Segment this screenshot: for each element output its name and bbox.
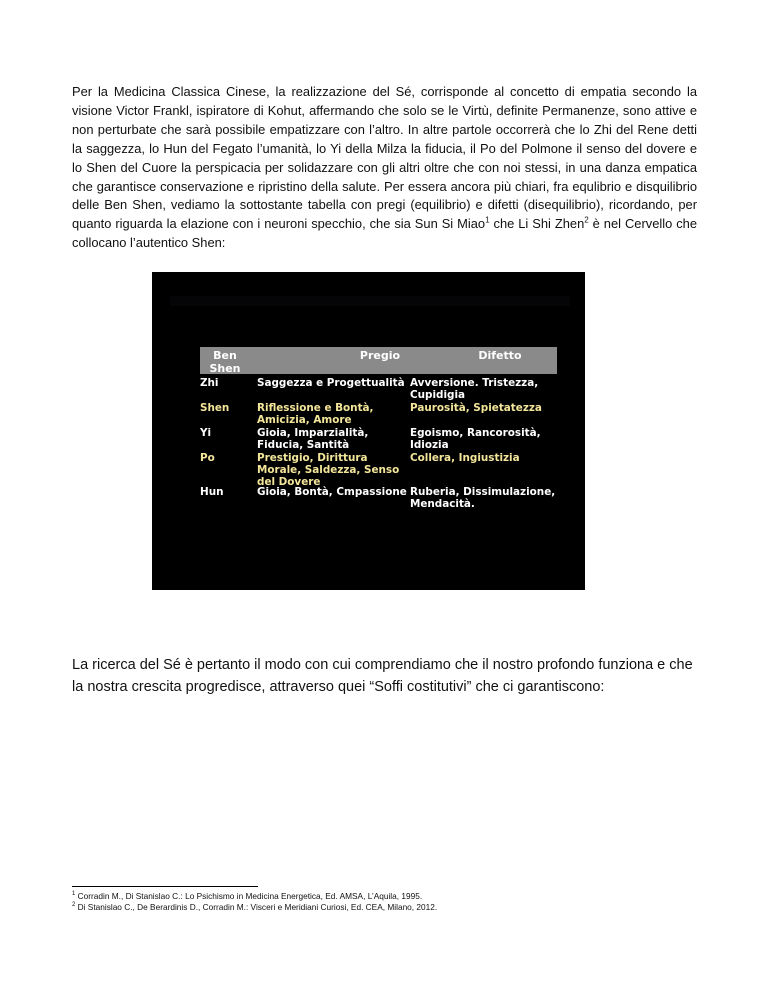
footnote-number: 1 xyxy=(72,891,76,898)
header-ben-shen: Ben Shen xyxy=(209,349,241,375)
table-header xyxy=(200,347,557,374)
intro-paragraph xyxy=(72,83,697,253)
row-name: Yi xyxy=(200,427,212,439)
row-pregio: Gioia, Bontà, Cmpassione xyxy=(257,486,407,498)
header-difetto: Difetto xyxy=(478,349,522,362)
footnote-text: Di Stanislao C., De Berardinis D., Corradin M.: Visceri e Meridiani Curiosi, Ed. CEA, Milano, 2012. xyxy=(75,902,438,912)
row-difetto: Egoismo, Rancorosità, Idiozia xyxy=(410,427,541,451)
row-pregio: Saggezza e Progettualità xyxy=(257,377,405,389)
row-difetto: Collera, Ingiustizia xyxy=(410,452,520,464)
footnote-2 xyxy=(72,902,437,912)
footnote-text: Corradin M., Di Stanislao C.: Lo Psichismo in Medicina Energetica, Ed. AMSA, L’Aquila, 1995. xyxy=(75,891,423,901)
intro-text-part3: è nel Cervello che collocano l’autentico Shen: xyxy=(72,216,698,251)
intro-text-part2: che Li Shi Zhen xyxy=(489,216,585,232)
slide-title-bar xyxy=(170,296,570,306)
row-name: Zhi xyxy=(200,377,219,389)
row-name: Po xyxy=(200,452,215,464)
row-difetto: Ruberia, Dissimulazione, Mendacità. xyxy=(410,486,556,510)
ben-shen-table-slide xyxy=(152,272,585,590)
closing-paragraph: La ricerca del Sé è pertanto il modo con cui comprendiamo che il nostro profondo funziona e che la nostra crescita progredisce, attraverso quei “Soffi costitutivi” che ci garantiscono: xyxy=(72,657,693,695)
header-pregio: Pregio xyxy=(359,349,401,362)
footnote-ref-2[interactable]: 2 xyxy=(584,216,589,226)
footnote-ref-1[interactable]: 1 xyxy=(485,216,490,226)
footnote-separator xyxy=(72,886,258,887)
footnote-number: 2 xyxy=(72,902,76,909)
row-pregio: Gioia, Imparzialità, Fiducia, Santità xyxy=(257,427,369,451)
row-pregio: Prestigio, Dirittura Morale, Saldezza, Senso del Dovere xyxy=(257,452,400,488)
row-difetto: Avversione. Tristezza, Cupidigia xyxy=(410,377,539,401)
row-difetto: Paurosità, Spietatezza xyxy=(410,402,542,414)
row-name: Hun xyxy=(200,486,224,498)
intro-text-part1: Per la Medicina Classica Cinese, la realizzazione del Sé, corrisponde al concetto di empatia secondo la visione Victor Frankl, ispiratore di Kohut, affermando che solo se le Virtù, definite Permanenze, sono attive e non perturbate che sarà possibile empatizzare con l’altro. In altre partole occorrerà che lo Zhi del Rene detti la saggezza, lo Hun del Fegato l’umanità, lo Yi della Milza la fiducia, il Po del Polmone il senso del dovere e lo Shen del Cuore la perspicacia per solidazzare con gli altri oltre che con noi stessi, in una danza empatica che garantisce conservazione e ripristino della salute. Per essera ancora più chiari, fra equlibrio e disquilibrio delle Ben Shen, vediamo la sottostante tabella con pregi (equilibrio) e difetti (disequilibrio), ricordando, per quanto riguarda la elazione con i neuroni specchio, che sia Sun Si Miao xyxy=(72,84,697,232)
row-pregio: Riflessione e Bontà, Amicizia, Amore xyxy=(257,402,374,426)
footnote-1 xyxy=(72,891,422,901)
row-name: Shen xyxy=(200,402,230,414)
